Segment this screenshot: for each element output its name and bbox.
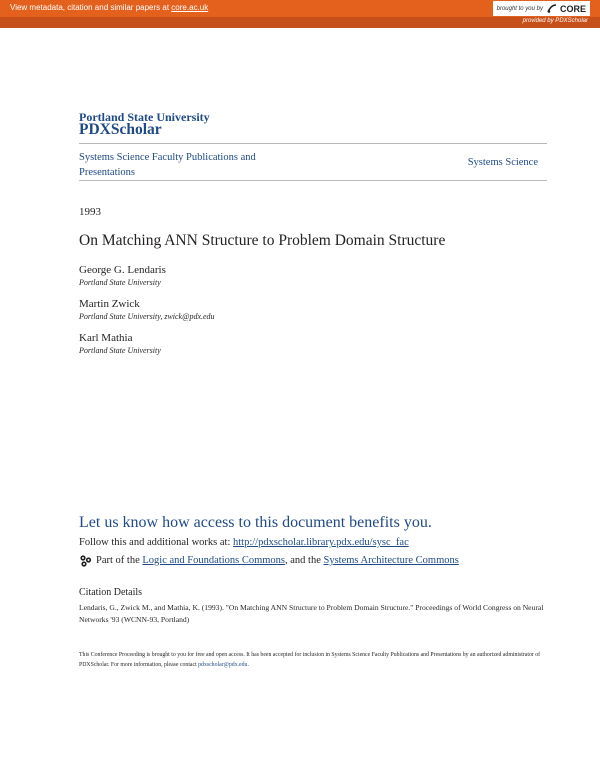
author-affiliation: Portland State University, zwick@pdx.edu [79, 312, 215, 321]
follow-label: Follow this and additional works at: [79, 537, 233, 548]
author-name: Martin Zwick [79, 298, 140, 310]
author-affiliation: Portland State University [79, 346, 161, 355]
paper-title: On Matching ANN Structure to Problem Domain Structure [79, 232, 446, 249]
follow-line [79, 537, 409, 548]
author-affiliation: Portland State University [79, 278, 161, 287]
department-link[interactable]: Systems Science [467, 157, 538, 168]
notice-text: This Conference Proceeding is brought to you for free and open access. It has been accepted for inclusion in Systems Science Faculty Publications and Presentations by an authorized administrator of PDXScholar. For more information, please contact [79, 652, 541, 668]
commons-network-icon [79, 554, 92, 567]
provided-by-text: provided by PDXScholar [522, 18, 588, 24]
author-block [79, 332, 161, 355]
collection-url-link[interactable]: http://pdxscholar.library.pdx.edu/sysc_fac [233, 537, 409, 548]
logic-commons-link[interactable]: Logic and Foundations Commons [142, 555, 285, 566]
contact-email-link[interactable]: pdxscholar@pdx.edu [198, 662, 248, 668]
author-block [79, 264, 166, 287]
repository-name[interactable]: PDXScholar [79, 121, 162, 138]
and-the-label: , and the [285, 555, 324, 566]
collection-link[interactable]: Systems Science Faculty Publications and Presentations [79, 152, 256, 178]
core-logo-text: CORE [559, 3, 586, 14]
core-banner [0, 0, 600, 17]
notice-end: . [247, 662, 249, 668]
author-name: Karl Mathia [79, 332, 133, 344]
institution-name[interactable]: Portland State University [79, 110, 210, 124]
core-banner-text [10, 3, 208, 12]
systems-architecture-commons-link[interactable]: Systems Architecture Commons [323, 555, 459, 566]
publication-year: 1993 [79, 206, 101, 218]
citation-text: Lendaris, G., Zwick M., and Mathia, K. (1993). "On Matching ANN Structure to Problem Domain Structure." Proceedings of World Congress on Neural Networks '93 (WCNN-93, Portland) [79, 603, 544, 624]
core-link[interactable]: core.ac.uk [171, 3, 209, 12]
part-of-line [79, 554, 459, 567]
part-of-label: Part of the [96, 555, 143, 566]
author-block [79, 298, 215, 321]
core-logo-icon [546, 3, 557, 14]
divider-bottom [79, 180, 547, 181]
core-banner-label: View metadata, citation and similar papers at [10, 3, 172, 12]
core-badge[interactable] [493, 1, 590, 16]
access-notice [79, 650, 549, 670]
brought-by-text: brought to you by [496, 5, 543, 12]
citation-heading: Citation Details [79, 587, 143, 598]
provider-bar [0, 17, 600, 28]
feedback-link[interactable]: Let us know how access to this document benefits you. [79, 514, 432, 531]
author-name: George G. Lendaris [79, 264, 166, 276]
divider-top [79, 143, 547, 144]
